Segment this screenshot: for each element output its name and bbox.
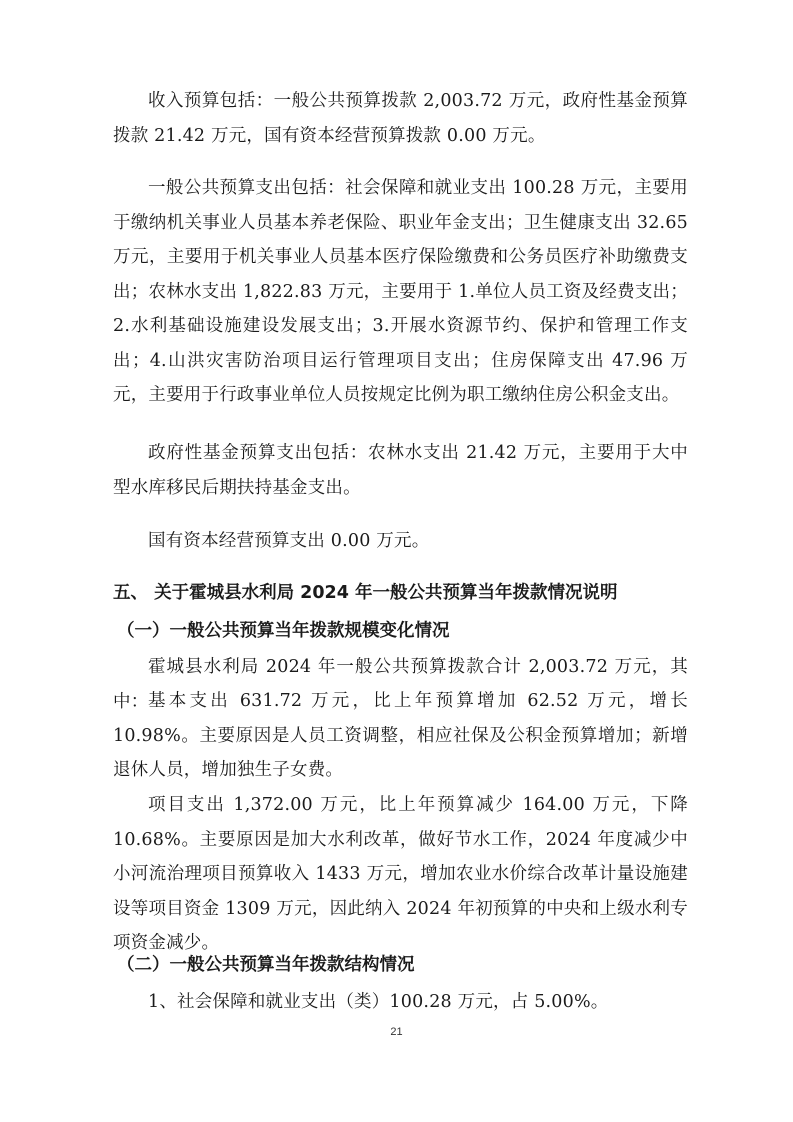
paragraph-state-capital-expenditure: 国有资本经营预算支出 0.00 万元。 <box>148 531 430 551</box>
paragraph-fund-expenditure: 政府性基金预算支出包括：农林水支出 21.42 万元，主要用于大中型水库移民后期扶持基金支出。 <box>113 443 688 498</box>
paragraph-income-budget: 收入预算包括：一般公共预算拨款 2,003.72 万元，政府性基金预算拨款 21.42 万元，国有资本经营预算拨款 0.00 万元。 <box>113 91 688 146</box>
subsection-two-heading: （二）一般公共预算当年拨款结构情况 <box>117 955 415 975</box>
paragraph-social-security-share: 1、社会保障和就业支出（类）100.28 万元，占 5.00%。 <box>148 992 609 1012</box>
paragraph-basic-expenditure: 基本支出 631.72 万元，比上年预算增加 62.52 万元，增长 10.98%。主要原因是人员工资调整，相应社保及公积金预算增加；新增退休人员，增加独生子女费。 <box>113 691 688 780</box>
paragraph-project-expenditure: 项目支出 1,372.00 万元，比上年预算减少 164.00 万元，下降 10.68%。主要原因是加大水利改革，做好节水工作，2024 年度减少中小河流治理项目预算收入 1433 万元，增加农业水价综合改革计量设施建设等项目资金 1309 万元，因此纳入 2024 年初预算的中央和上级水利专项资金减少。 <box>113 795 688 953</box>
paragraph-general-expenditure: 一般公共预算支出包括：社会保障和就业支出 100.28 万元，主要用于缴纳机关事业人员基本养老保险、职业年金支出；卫生健康支出 32.65 万元，主要用于机关事业人员基本医疗保险缴费和公务员医疗补助缴费支出；农林水支出 1,822.83 万元，主要用于 1.单位人员工资及经费支出；2.水利基础设施建设发展支出；3.开展水资源节约、保护和管理工作支出；4.山洪灾害防治项目运行管理项目支出；住房保障支出 47.96 万元，主要用于行政事业单位人员按规定比例为职工缴纳住房公积金支出。 <box>113 178 688 405</box>
page-number: 21 <box>390 1026 403 1038</box>
paragraph-total-appropriation: 霍城县水利局 2024 年一般公共预算拨款合计 2,003.72 万元，其中： <box>113 657 688 712</box>
subsection-one-heading: （一）一般公共预算当年拨款规模变化情况 <box>117 621 450 641</box>
section-five-heading: 五、 关于霍城县水利局 2024 年一般公共预算当年拨款情况说明 <box>113 583 618 603</box>
